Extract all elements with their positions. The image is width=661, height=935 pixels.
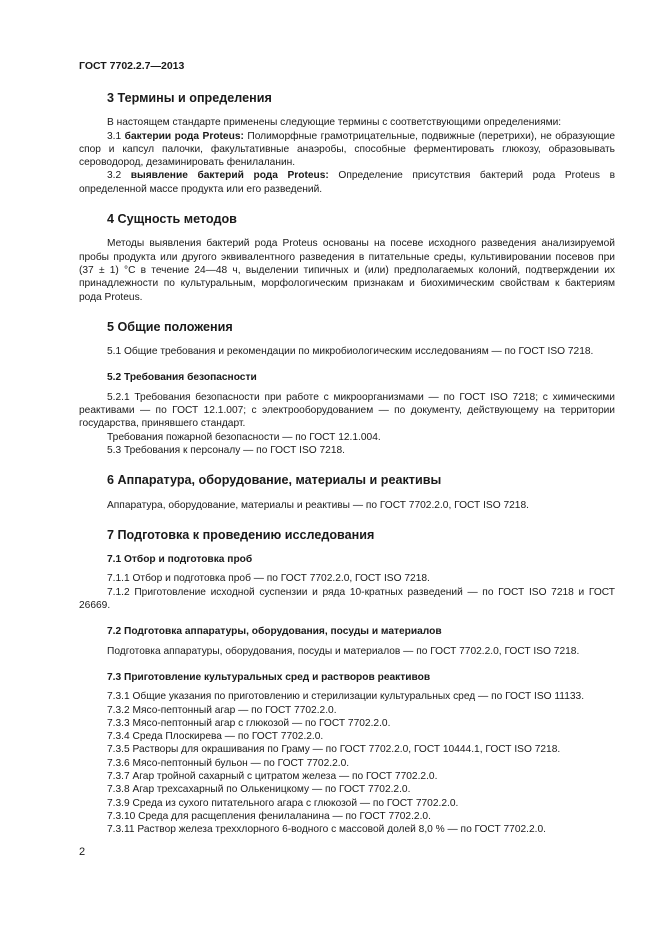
paragraph: Методы выявления бактерий рода Proteus основаны на посеве исходного разведения анализируемой пробы продукта или другого эквивалентного разведения в питательные среды, культивировании посевов при (37 ± 1) °С в течение 24—48 ч, выделении типичных и (или) предполагаемых колоний, подтверждении их принадлежности по культуральным, морфологическим признакам и биохимическим свойствам к бактериям рода Proteus. bbox=[79, 238, 615, 303]
list-item: 7.3.10 Среда для расщепления фенилаланина — по ГОСТ 7702.2.0. bbox=[107, 810, 431, 822]
paragraph: 7.1.2 Приготовление исходной суспензии и ряда 10-кратных разведений — по ГОСТ ISO 7218 и ГОСТ 26669. bbox=[79, 586, 615, 612]
subsection-heading: 7.1 Отбор и подготовка проб bbox=[107, 554, 253, 566]
term-number: 3.1 bbox=[107, 130, 122, 142]
section-heading: 3 Термины и определения bbox=[107, 91, 272, 105]
list-item: 7.3.3 Мясо-пептонный агар с глюкозой — по ГОСТ 7702.2.0. bbox=[107, 717, 391, 729]
section-heading: 7 Подготовка к проведению исследования bbox=[107, 527, 375, 542]
list-item: 7.3.11 Раствор железа треххлорного 6-водного с массовой долей 8,0 % — по ГОСТ 7702.2.0. bbox=[107, 824, 546, 836]
list-item: 7.3.9 Среда из сухого питательного агара с глюкозой — по ГОСТ 7702.2.0. bbox=[107, 797, 459, 809]
page-header: ГОСТ 7702.2.7—2013 bbox=[79, 60, 185, 72]
paragraph: 5.2.1 Требования безопасности при работе с микроорганизмами — по ГОСТ ISO 7218; с химическими реактивами — по ГОСТ 12.1.007; с электрооборудованием — по документу, действующему на территории государства, принявшего стандарт. bbox=[79, 391, 615, 430]
term: выявление бактерий рода Proteus: bbox=[130, 170, 329, 182]
term: бактерии рода Proteus: bbox=[124, 130, 244, 142]
paragraph: Аппаратура, оборудование, материалы и реактивы — по ГОСТ 7702.2.0, ГОСТ ISO 7218. bbox=[107, 499, 529, 511]
definition: Определение присутствия бактерий рода Proteus в определенной массе продукта или его разведений. bbox=[79, 170, 615, 195]
list-item: 7.3.7 Агар тройной сахарный с цитратом железа — по ГОСТ 7702.2.0. bbox=[107, 770, 438, 782]
paragraph: 5.3 Требования к персоналу — по ГОСТ ISO 7218. bbox=[107, 444, 346, 456]
page-number: 2 bbox=[79, 846, 86, 858]
list-item: 7.3.6 Мясо-пептонный бульон — по ГОСТ 7702.2.0. bbox=[107, 757, 350, 769]
term-definition bbox=[79, 130, 615, 170]
section-7 bbox=[79, 529, 615, 837]
section-5 bbox=[79, 321, 615, 457]
subsection-heading: 7.2 Подготовка аппаратуры, оборудования, посуды и материалов bbox=[107, 626, 442, 638]
list-item: 7.3.4 Среда Плоскирева — по ГОСТ 7702.2.0. bbox=[107, 731, 324, 743]
paragraph: В настоящем стандарте применены следующие термины с соответствующими определениями: bbox=[107, 117, 562, 129]
term-number: 3.2 bbox=[107, 170, 122, 182]
list-item: 7.3.2 Мясо-пептонный агар — по ГОСТ 7702.2.0. bbox=[107, 704, 337, 716]
document-body bbox=[79, 92, 615, 836]
paragraph: 5.1 Общие требования и рекомендации по микробиологическим исследованиям — по ГОСТ ISO 7218. bbox=[107, 346, 594, 358]
section-4 bbox=[79, 213, 615, 304]
definition: Полиморфные грамотрицательные, подвижные (перетрихи), не образующие спор и капсул палочки, факультативные анаэробы, способные ферментировать глюкозу, образовывать сероводород, дезаминировать фенилаланин. bbox=[79, 130, 616, 169]
list-item: 7.3.1 Общие указания по приготовлению и стерилизации культуральных сред — по ГОСТ ISO 11133. bbox=[107, 691, 585, 703]
list-item: 7.3.5 Растворы для окрашивания по Граму — по ГОСТ 7702.2.0, ГОСТ 10444.1, ГОСТ ISO 7218. bbox=[107, 744, 561, 756]
subsection-heading: 5.2 Требования безопасности bbox=[107, 372, 257, 384]
section-heading: 6 Аппаратура, оборудование, материалы и реактивы bbox=[107, 473, 442, 488]
list-item: 7.3.8 Агар трехсахарный по Олькеницкому — по ГОСТ 7702.2.0. bbox=[107, 784, 411, 796]
section-heading: 5 Общие положения bbox=[107, 319, 233, 334]
section-3 bbox=[79, 92, 615, 196]
subsection-heading: 7.3 Приготовление культуральных сред и растворов реактивов bbox=[107, 671, 431, 683]
term-definition bbox=[79, 169, 615, 196]
paragraph: 7.1.1 Отбор и подготовка проб — по ГОСТ 7702.2.0, ГОСТ ISO 7218. bbox=[107, 573, 430, 585]
section-6 bbox=[79, 474, 615, 512]
paragraph: Подготовка аппаратуры, оборудования, посуды и материалов — по ГОСТ 7702.2.0, ГОСТ ISO 7218. bbox=[107, 645, 580, 657]
paragraph: Требования пожарной безопасности — по ГОСТ 12.1.004. bbox=[107, 431, 381, 443]
section-heading: 4 Сущность методов bbox=[107, 212, 237, 227]
